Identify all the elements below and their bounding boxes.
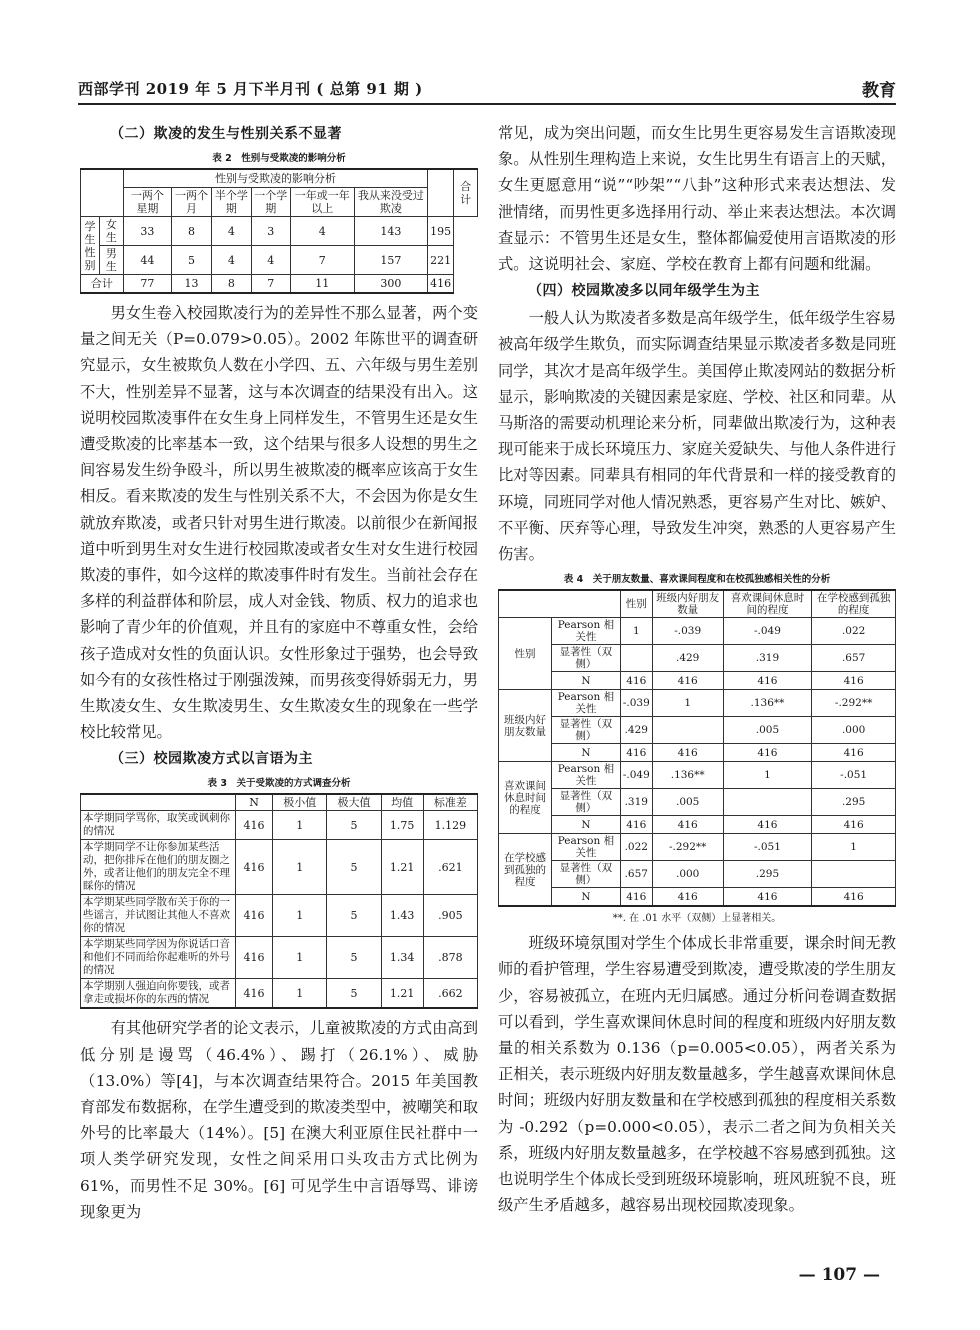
table3-cell: 5 bbox=[327, 979, 381, 1009]
table2-total-header: 合计 bbox=[454, 169, 478, 217]
table4-stat-label: Pearson 相关性 bbox=[552, 762, 621, 789]
table4-cell: .657 bbox=[620, 861, 652, 888]
left-paragraph-2: 有其他研究学者的论文表示，儿童被欺凌的方式由高到低分别是谩骂（46.4%）、踢打（26.1%）、威胁（13.0%）等[4]，与本次调查结果符合。2015 年美国教育部发布数据称，在学生遭受到的欺凌类型中，被嘲笑和取外号的比率最大（14%）。[5] 在澳大利亚原住民社群中一项人类学研究发现，女性之间采用口头攻击方式比例为 61%，而男性不足 30%。[6] 可见学生中言语辱骂、诽谤现象更为 bbox=[80, 1019, 478, 1221]
table4-cell: 1 bbox=[812, 834, 896, 861]
table4-group-label: 性别 bbox=[499, 618, 552, 690]
table4-cell: .295 bbox=[723, 861, 812, 888]
table4-cell: .022 bbox=[812, 618, 896, 645]
table2-col: 一年或一年以上 bbox=[290, 188, 354, 217]
table2-cell: 157 bbox=[354, 246, 428, 275]
journal-header: 西部学刊 2019 年 5 月下半月刊 ( 总第 91 期 ) bbox=[78, 80, 423, 98]
table4-head: 喜欢课间休息时间的程度 bbox=[723, 590, 812, 618]
table4-cell: 416 bbox=[812, 672, 896, 690]
table4-stat-label: Pearson 相关性 bbox=[552, 690, 621, 717]
table2-caption: 表 2 性别与受欺凌的影响分析 bbox=[212, 153, 346, 164]
table4-stat-label: 显著性（双侧） bbox=[552, 861, 621, 888]
table4-cell: -.039 bbox=[620, 690, 652, 717]
table4-group-label: 喜欢课间休息时间的程度 bbox=[499, 762, 552, 834]
table2-row-label: 女生 bbox=[100, 217, 124, 246]
section-title-2: （二）欺凌的发生与性别关系不显著 bbox=[110, 126, 342, 142]
table4-cell: 416 bbox=[812, 744, 896, 762]
table4-cell: .319 bbox=[723, 645, 812, 672]
table3-cell: 416 bbox=[236, 895, 273, 937]
table-3 bbox=[80, 793, 478, 1009]
table3-cell: 1.75 bbox=[381, 811, 423, 840]
table3-cell: .878 bbox=[423, 937, 477, 979]
table3-cell: .621 bbox=[423, 840, 477, 895]
table4-cell: 416 bbox=[620, 888, 652, 907]
table4-cell: .295 bbox=[812, 789, 896, 816]
table3-cell: 1.21 bbox=[381, 840, 423, 895]
table4-cell: -.051 bbox=[723, 834, 812, 861]
table4-cell bbox=[723, 789, 812, 816]
table4-cell: 416 bbox=[652, 816, 723, 834]
table4-cell bbox=[620, 645, 652, 672]
table4-stat-label: 显著性（双侧） bbox=[552, 717, 621, 744]
table4-cell: .000 bbox=[652, 861, 723, 888]
table4-cell: .136** bbox=[652, 762, 723, 789]
table4-cell: 416 bbox=[812, 888, 896, 907]
page-number: — 107 — bbox=[798, 1265, 880, 1285]
table4-cell: -.292** bbox=[812, 690, 896, 717]
table2-cell: 4 bbox=[212, 217, 251, 246]
table4-cell: 416 bbox=[652, 672, 723, 690]
table3-caption: 表 3 关于受欺凌的方式调查分析 bbox=[207, 778, 351, 790]
table3-cell: 1 bbox=[273, 895, 327, 937]
table4-cell: .429 bbox=[620, 717, 652, 744]
table2-group-header: 性别与受欺凌的影响分析 bbox=[123, 169, 427, 188]
table3-cell: 5 bbox=[327, 895, 381, 937]
table4-cell: 416 bbox=[620, 672, 652, 690]
table4-stat-label: N bbox=[552, 816, 621, 834]
table4-head: 在学校感到孤独的程度 bbox=[812, 590, 896, 618]
table3-cell: 416 bbox=[236, 979, 273, 1009]
table4-stat-label: N bbox=[552, 744, 621, 762]
right-paragraph-1: 一般人认为欺凌者多数是高年级学生，低年级学生容易被高年级学生欺负，而实际调查结果显示欺凌者多数是同班同学，其次才是高年级学生。美国停止欺凌网站的数据分析显示，影响欺凌的关键因素是家庭、学校、社区和同辈。从马斯洛的需要动机理论来分析，同辈做出欺凌行为，这种表现可能来于成长环境压力、家庭关爱缺失、与他人条件进行比对等因素。同辈具有相同的年代背景和一样的接受教育的环境，同班同学对他人情况熟悉，更容易产生对比、嫉妒、不平衡、厌弃等心理，导致发生冲突，熟悉的人更容易产生伤害。 bbox=[498, 309, 896, 564]
table-4 bbox=[498, 589, 896, 907]
table3-cell: .662 bbox=[423, 979, 477, 1009]
table2-cell: 33 bbox=[123, 217, 171, 246]
table4-cell: -.051 bbox=[812, 762, 896, 789]
table4-cell: .005 bbox=[652, 789, 723, 816]
table4-group-label: 在学校感到孤独的程度 bbox=[499, 834, 552, 907]
left-paragraph-1: 男女生卷入校园欺凌行为的差异性不那么显著，两个变量之间无关（P=0.079>0.05）。2002 年陈世平的调查研究显示，女生被欺负人数在小学四、五、六年级与男生差别不大，性别差异不显著，这与本次调查的结果没有出入。这说明校园欺凌事件在女生身上同样发生，不管男生还是女生遭受欺凌的比率基本一致，这个结果与很多人设想的男生之间容易发生纷争殴斗，所以男生被欺凌的概率应该高于女生相反。看来欺凌的发生与性别关系不大，不会因为你是女生就放弃欺凌，或者只针对男生进行欺凌。以前很少在新闻报道中听到男生对女生进行校园欺凌或者女生对女生进行校园欺凌的事件，如今这样的欺凌事件时有发生。当前社会存在多样的利益群体和阶层，成人对金钱、物质、权力的追求也影响了青少年的价值观，并且有的家庭中不尊重女性，会给孩子造成对女性的负面认识。女性形象过于强势，也会导致如今有的女孩性格过于刚强泼辣，而男孩变得娇弱无力，男生欺凌女生、女生欺凌男生、女生欺凌女生的现象在一些学校比较常见。 bbox=[80, 304, 478, 742]
table4-note: **. 在 .01 水平（双侧）上显著相关。 bbox=[612, 913, 782, 925]
table-2 bbox=[80, 168, 478, 294]
table2-sum-cell: 416 bbox=[428, 275, 454, 294]
table2-cell: 4 bbox=[212, 246, 251, 275]
table4-cell: 1 bbox=[652, 690, 723, 717]
table4-cell: -.049 bbox=[620, 762, 652, 789]
table4-cell bbox=[812, 861, 896, 888]
table2-col: 半个学期 bbox=[212, 188, 251, 217]
table3-cell: 1.21 bbox=[381, 979, 423, 1009]
table4-cell: .005 bbox=[723, 717, 812, 744]
table3-cell: 5 bbox=[327, 937, 381, 979]
right-column bbox=[498, 120, 896, 1218]
table3-cell: 1 bbox=[273, 811, 327, 840]
table4-cell: -.039 bbox=[652, 618, 723, 645]
table3-head: N bbox=[236, 794, 273, 811]
table2-sum-cell: 7 bbox=[251, 275, 290, 294]
table2-cell: 7 bbox=[290, 246, 354, 275]
table3-cell: 1.129 bbox=[423, 811, 477, 840]
table3-row-label: 本学期某些同学散布关于你的一些谣言，并试图让其他人不喜欢你的情况 bbox=[81, 895, 236, 937]
table2-cell: 221 bbox=[428, 246, 454, 275]
table4-cell: 416 bbox=[723, 744, 812, 762]
table4-cell: 416 bbox=[812, 816, 896, 834]
table2-sum-cell: 8 bbox=[212, 275, 251, 294]
table3-cell: .905 bbox=[423, 895, 477, 937]
table2-col: 一两个星期 bbox=[123, 188, 171, 217]
table4-cell: .429 bbox=[652, 645, 723, 672]
table3-cell: 5 bbox=[327, 840, 381, 895]
table3-cell: 416 bbox=[236, 937, 273, 979]
table3-cell: 1.34 bbox=[381, 937, 423, 979]
table4-cell bbox=[652, 717, 723, 744]
table3-head: 标准差 bbox=[423, 794, 477, 811]
table4-cell: .657 bbox=[812, 645, 896, 672]
table4-cell: 416 bbox=[723, 672, 812, 690]
table3-cell: 416 bbox=[236, 840, 273, 895]
table2-sum-cell: 13 bbox=[171, 275, 211, 294]
table2-row-group: 学生性别 bbox=[81, 217, 100, 275]
table2-col: 一两个月 bbox=[171, 188, 211, 217]
table4-head: 班级内好朋友数量 bbox=[652, 590, 723, 618]
table2-cell: 4 bbox=[290, 217, 354, 246]
table3-head: 极小值 bbox=[273, 794, 327, 811]
table4-cell: 416 bbox=[652, 888, 723, 907]
table2-col: 我从来没受过欺凌 bbox=[354, 188, 428, 217]
table4-cell: 416 bbox=[723, 816, 812, 834]
table3-cell: 1.43 bbox=[381, 895, 423, 937]
table2-sum-cell: 77 bbox=[123, 275, 171, 294]
table4-cell: -.049 bbox=[723, 618, 812, 645]
table4-corner bbox=[499, 590, 621, 618]
section-label: 教育 bbox=[862, 81, 896, 101]
table3-cell: 1 bbox=[273, 979, 327, 1009]
table3-cell: 5 bbox=[327, 811, 381, 840]
table2-blank bbox=[428, 169, 454, 217]
table4-caption: 表 4 关于朋友数量、喜欢课间程度和在校孤独感相关性的分析 bbox=[563, 574, 831, 586]
left-column bbox=[80, 120, 478, 1225]
table2-cell: 44 bbox=[123, 246, 171, 275]
table2-cell: 195 bbox=[428, 217, 454, 246]
header-rule bbox=[78, 103, 896, 105]
table4-cell: .319 bbox=[620, 789, 652, 816]
table4-stat-label: N bbox=[552, 888, 621, 907]
table3-row-label: 本学期某些同学因为你说话口音和他们不同而给你起难听的外号的情况 bbox=[81, 937, 236, 979]
right-paragraph-0: 常见，成为突出问题，而女生比男生更容易发生言语欺凌现象。从性别生理构造上来说，女生比男生有语言上的天赋，女生更愿意用“说”“吵架”“八卦”这种形式来表达想法、发泄情绪，而男性更多选择用行动、举止来表达想法。本次调查显示：不管男生还是女生，整体都偏爱使用言语欺凌的形式。这说明社会、家庭、学校在教育上都有问题和纰漏。 bbox=[498, 124, 896, 274]
table4-cell: 1 bbox=[723, 762, 812, 789]
table3-row-label: 本学期同学骂你，取笑或讽刺你的情况 bbox=[81, 811, 236, 840]
table4-cell: .136** bbox=[723, 690, 812, 717]
table2-corner bbox=[81, 169, 124, 217]
table4-cell: 416 bbox=[652, 744, 723, 762]
table3-head: 均值 bbox=[381, 794, 423, 811]
table4-stat-label: N bbox=[552, 672, 621, 690]
table3-head bbox=[81, 794, 236, 811]
table4-stat-label: Pearson 相关性 bbox=[552, 834, 621, 861]
table4-cell: .022 bbox=[620, 834, 652, 861]
table4-stat-label: 显著性（双侧） bbox=[552, 789, 621, 816]
table2-cell: 4 bbox=[251, 246, 290, 275]
table4-stat-label: Pearson 相关性 bbox=[552, 618, 621, 645]
table2-cell: 3 bbox=[251, 217, 290, 246]
table2-cell: 5 bbox=[171, 246, 211, 275]
table4-cell: 416 bbox=[723, 888, 812, 907]
right-paragraph-2: 班级环境氛围对学生个体成长非常重要，课余时间无教师的看护管理，学生容易遭受到欺凌，遭受欺凌的学生朋友少，容易被孤立，在班内无归属感。通过分析问卷调查数据可以看到，学生喜欢课间休息时间的程度和班级内好朋友数量的相关系数为 0.136（p=0.005<0.05），两者关系为正相关，表示班级内好朋友数量越多，学生越喜欢课间休息时间；班级内好朋友数量和在学校感到孤独的程度相关系数为 -0.292（p=0.000<0.05），表示二者之间为负相关关系，班级内好朋友数量越多，在学校越不容易感到孤独。这也说明学生个体成长受到班级环境影响，班风班貌不良，班级产生矛盾越多，越容易出现校园欺凌现象。 bbox=[498, 934, 896, 1215]
table4-cell: .000 bbox=[812, 717, 896, 744]
table4-stat-label: 显著性（双侧） bbox=[552, 645, 621, 672]
table4-group-label: 班级内好朋友数量 bbox=[499, 690, 552, 762]
table3-cell: 1 bbox=[273, 937, 327, 979]
table2-sum-label: 合计 bbox=[81, 275, 124, 294]
table4-head: 性别 bbox=[620, 590, 652, 618]
table2-cell: 8 bbox=[171, 217, 211, 246]
table3-row-label: 本学期同学不让你参加某些活动，把你排斥在他们的朋友圈之外，或者让他们的朋友完全不理睬你的情况 bbox=[81, 840, 236, 895]
table4-cell: -.292** bbox=[652, 834, 723, 861]
table3-head: 极大值 bbox=[327, 794, 381, 811]
table2-cell: 143 bbox=[354, 217, 428, 246]
table2-sum-cell: 300 bbox=[354, 275, 428, 294]
table4-cell: 416 bbox=[620, 744, 652, 762]
table2-row-label: 男生 bbox=[100, 246, 124, 275]
table4-cell: 1 bbox=[620, 618, 652, 645]
table3-row-label: 本学期别人强迫向你要钱，或者拿走或损坏你的东西的情况 bbox=[81, 979, 236, 1009]
section-title-3: （三）校园欺凌方式以言语为主 bbox=[110, 751, 313, 768]
table2-col: 一个学期 bbox=[251, 188, 290, 217]
section-title-4: （四）校园欺凌多以同年级学生为主 bbox=[528, 283, 760, 300]
table3-cell: 416 bbox=[236, 811, 273, 840]
table4-cell: 416 bbox=[620, 816, 652, 834]
table2-sum-cell: 11 bbox=[290, 275, 354, 294]
table3-cell: 1 bbox=[273, 840, 327, 895]
